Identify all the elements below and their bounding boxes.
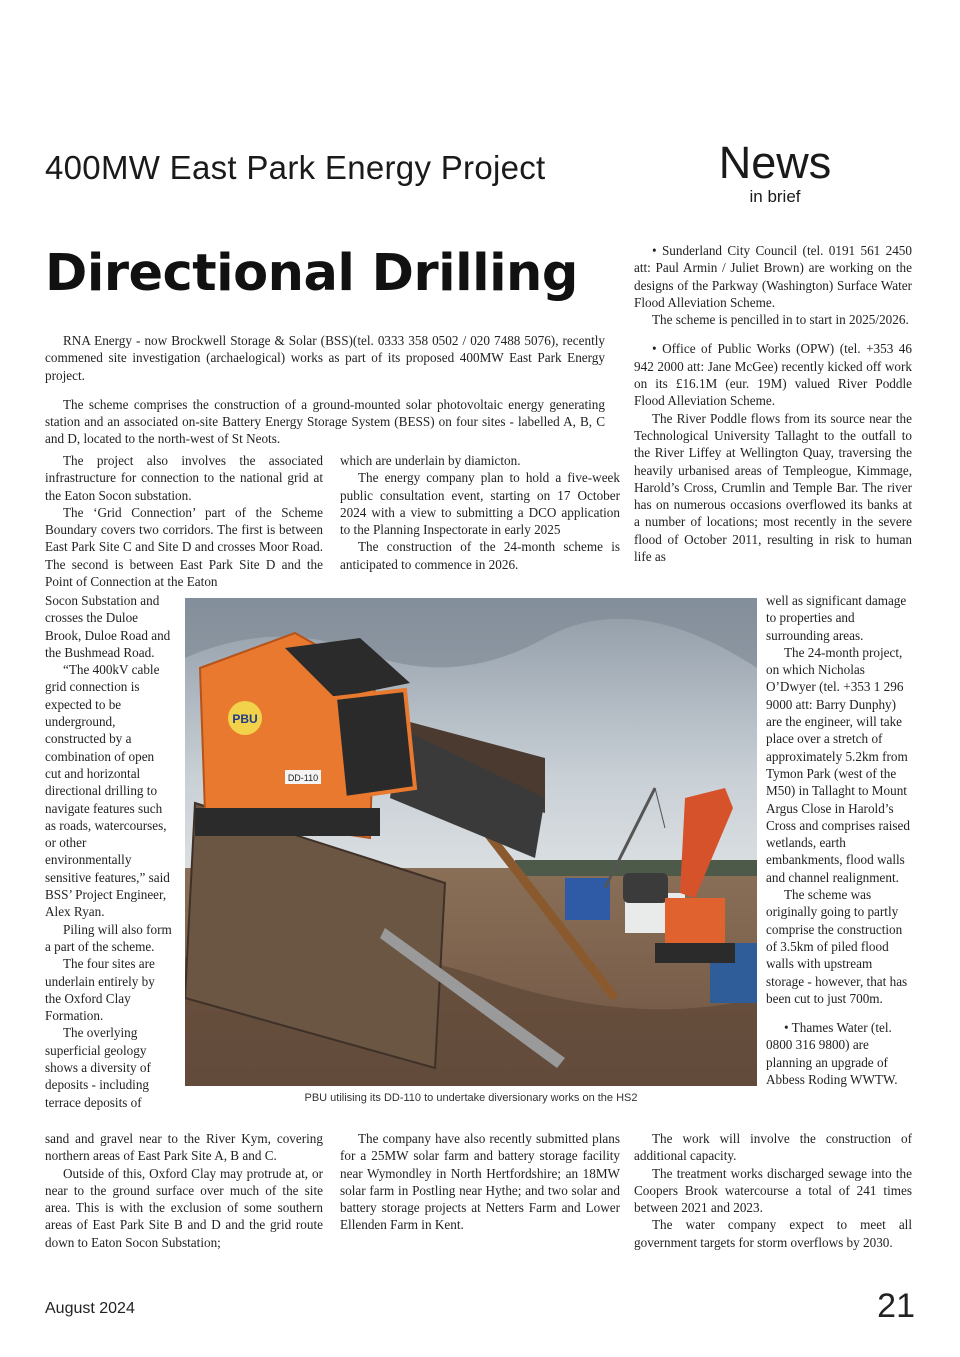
body-paragraph: The four sites are underlain entirely by the Oxford Clay Formation. (45, 956, 155, 1024)
intro-paragraph-1: RNA Energy - now Brockwell Storage & Solar (BSS)(tel. 0333 358 0502 / 020 7488 5076), recently commened site investigation (archaelogical) works as part of its proposed 400MW East Park Energy project. (45, 333, 605, 383)
news-item-thames-water: • Thames Water (tel. 0800 316 9800) are planning an upgrade of Abbess Roding WWTW. (766, 1020, 898, 1088)
column-1-top (45, 452, 323, 590)
column-2-top (340, 452, 620, 573)
rig-tracks (195, 808, 380, 836)
article-headline: Directional Drilling (45, 244, 578, 303)
rig-logo-text: PBU (232, 712, 258, 726)
news-column-bottom (634, 1130, 912, 1251)
body-paragraph: The overlying superficial geology shows a diversity of deposits - including terrace deposits of (45, 1025, 151, 1110)
body-paragraph-continued: Socon Substation and crosses the Duloe Brook, Duloe Road and the Bushmead Road. (45, 593, 171, 660)
news-section-subtitle: in brief (749, 187, 801, 206)
excavator-tracks (655, 943, 735, 963)
photo-caption: PBU utilising its DD-110 to undertake diversionary works on the HS2 (304, 1092, 638, 1104)
news-column-top (634, 242, 912, 565)
body-paragraph: Outside of this, Oxford Clay may protrude at, or near to the ground surface over much of the site area. This is with the exclusion of some southern areas of East Park Site B and D and the grid route down to Eaton Socon Substation; (45, 1165, 323, 1250)
body-paragraph: “The 400kV cable grid connection is expected to be underground, constructed by a combination of open cut and horizontal directional drilling to navigate features such as roads, watercourses, or other environmentally sensitive features,” said BSS’ Project Engineer, Alex Ryan. (45, 662, 170, 920)
news-item-opw: • Office of Public Works (OPW) (tel. +353 46 942 2000 att: Jane McGee) recently kicked off work on its £16.1M (eur. 19M) valued River Poddle Flood Alleviation Scheme. (634, 341, 912, 409)
drilling-rig-photo (185, 598, 757, 1086)
intro-paragraph-2: The scheme comprises the construction of a ground-mounted solar photovoltaic energy generating station and an associated on-site Battery Energy Storage System (BESS) on four sites - labelled A, B, C and D, located to the north-west of St Neots. (45, 396, 605, 447)
page-number: 21 (877, 1287, 915, 1325)
column-1-bottom (45, 1130, 323, 1251)
body-paragraph: Piling will also form a part of the scheme. (45, 921, 172, 954)
column-1-narrow (45, 592, 173, 1111)
body-paragraph: The ‘Grid Connection’ part of the Scheme Boundary covers two corridors. The first is between East Park Site C and Site D and crosses Moor Road. The second is between East Park Site D and the Point of Connection at the Eaton (45, 504, 323, 590)
news-paragraph: The water company expect to meet all government targets for storm overflows by 2030. (634, 1217, 912, 1250)
column-2-bottom (340, 1130, 620, 1234)
article-intro (45, 332, 605, 448)
news-item-sunderland: • Sunderland City Council (tel. 0191 561 2450 att: Paul Armin / Juliet Brown) are working on the designs of the Parkway (Washington) Surface Water Flood Alleviation Scheme. (634, 243, 912, 310)
body-paragraph-continued: which are underlain by diamicton. (340, 453, 521, 468)
body-paragraph-continued: sand and gravel near to the River Kym, covering northern areas of East Park Site A, B and C. (45, 1131, 323, 1164)
news-paragraph: The River Poddle flows from its source near the Technological University Tallaght to the outfall to the River Liffey at Wellington Quay, traversing the heavily urbanised areas of Templeogue, Kimmage, Harold’s Cross, Crumlin and Temple Bar. The river has on numerous occasions overflowed its banks at a number of locations; most recently in the severe flood of October 2011, resulting in risk to human life as (634, 410, 912, 565)
news-column-narrow (766, 592, 912, 1088)
footer-date: August 2024 (45, 1300, 135, 1317)
rig-cab-window (335, 690, 415, 798)
news-paragraph-continued: well as significant damage to properties and surrounding areas. (766, 593, 907, 643)
news-paragraph: The scheme is pencilled in to start in 2025/2026. (652, 312, 909, 328)
news-paragraph: The 24-month project, on which Nicholas O’Dwyer (tel. +353 1 296 9000 att: Barry Dunphy) are the engineer, will take place over a stretch of approximately 5.2km from Tymon Park (west of the M50) in Tallaght to Mount Argus Close in Harold’s Cross and comprises raised wetlands, earth embankments, flood walls and channel realignment. (766, 644, 910, 885)
body-paragraph: The energy company plan to hold a five-week public consultation event, starting on 17 October 2024 with a view to submitting a DCO application to the Planning Inspectorate in early 2025 (340, 470, 620, 538)
news-paragraph: The scheme was originally going to partly comprise the construction of 3.5km of piled flood walls with upstream storage - however, that has been cut to just 700m. (766, 887, 908, 1006)
body-paragraph: The company have also recently submitted plans for a 25MW solar farm and battery storage facility near Wymondley in North Hertfordshire; an 18MW solar farm in Postling near Hythe; and two solar and battery storage projects at Netters Farm and Lower Ellenden Farm in Kent. (340, 1131, 620, 1233)
body-paragraph: The project also involves the associated infrastructure for connection to the national grid at the Eaton Socon substation. (45, 453, 323, 503)
article-kicker: 400MW East Park Energy Project (45, 149, 546, 186)
rig-model-label: DD-110 (287, 773, 319, 783)
excavator-bucket (623, 873, 668, 903)
news-paragraph: The work will involve the construction of additional capacity. (634, 1131, 912, 1164)
body-paragraph: The construction of the 24-month scheme is anticipated to commence in 2026. (340, 539, 620, 572)
blue-vehicle (565, 878, 610, 920)
news-paragraph: The treatment works discharged sewage into the Coopers Brook watercourse a total of 241 times between 2021 and 2023. (634, 1165, 912, 1216)
excavator-body (665, 898, 725, 943)
news-section-title: News (718, 137, 832, 188)
